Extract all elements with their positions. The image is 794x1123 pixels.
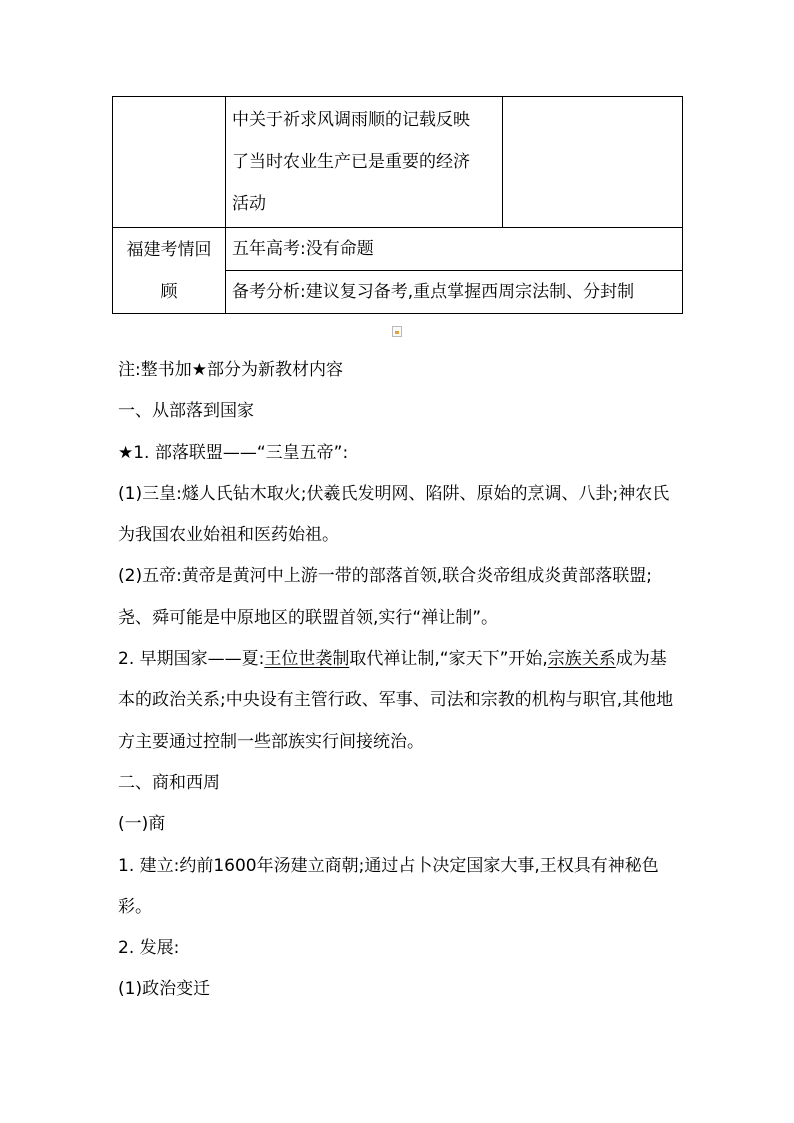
table-cell-empty [113, 97, 226, 228]
inline-label: (2)五帝: [118, 566, 182, 587]
paragraph-text: 燧人氏钻木取火;伏羲氏发明网、陷阱、原始的烹调、八卦;神农氏为我国农业始祖和医药始祖。 [118, 483, 670, 546]
paragraph-text: 成为基本的政治关系;中央设有主管行政、军事、司法和宗教的机构与职官,其他地方主要通过控制一些部族实行间接统治。 [118, 649, 674, 752]
item-heading: ★1. 部落联盟——“三皇五帝”: [118, 442, 349, 463]
table-cell-description [226, 97, 503, 228]
paragraph-text: 约前1600年汤建立商朝;通过占卜决定国家大事,王权具有神秘色彩。 [118, 855, 659, 917]
subitem-heading: (1)政治变迁 [118, 979, 211, 1000]
table-text-line: 了当时农业生产已是重要的经济 [232, 152, 470, 172]
table-text-line: 中关于祈求风调雨顺的记载反映 [232, 110, 470, 130]
paragraph [118, 846, 678, 929]
row-label-line: 顾 [160, 281, 178, 302]
underlined-term: 王位世袭制 [264, 649, 350, 670]
item-heading: 2. 发展: [118, 938, 180, 959]
broken-image-icon [392, 326, 402, 337]
paragraph-text: 取代禅让制,“家天下”开始, [349, 649, 548, 670]
paragraph [118, 474, 678, 557]
row-label-line: 福建考情回 [126, 239, 212, 260]
table-row [113, 97, 683, 228]
paragraph [118, 639, 678, 763]
main-content [118, 350, 678, 1011]
exam-info-table [112, 96, 683, 314]
section-heading: 一、从部落到国家 [118, 401, 254, 422]
table-cell-empty [503, 97, 683, 228]
analysis-cell: 备考分析:建议复习备考,重点掌握西周宗法制、分封制 [226, 271, 683, 314]
underlined-term: 宗族关系 [547, 649, 616, 670]
row-label-cell [113, 228, 226, 314]
five-year-exam-cell: 五年高考:没有命题 [226, 228, 683, 271]
section-heading: 二、商和西周 [118, 772, 220, 793]
table-row [113, 228, 683, 271]
inline-label: (1)三皇: [118, 483, 182, 504]
paragraph-text: 黄帝是黄河中上游一带的部落首领,联合炎帝组成炎黄部落联盟;尧、舜可能是中原地区的联盟首领,实行“禅让制”。 [118, 566, 652, 628]
note-text: 注:整书加★部分为新教材内容 [118, 360, 343, 380]
table-text-line: 活动 [232, 194, 266, 214]
subsection-heading: (一)商 [118, 814, 166, 835]
inline-label: 1. 建立: [118, 855, 180, 876]
inline-label: 2. 早期国家——夏: [118, 649, 265, 670]
paragraph [118, 556, 678, 639]
